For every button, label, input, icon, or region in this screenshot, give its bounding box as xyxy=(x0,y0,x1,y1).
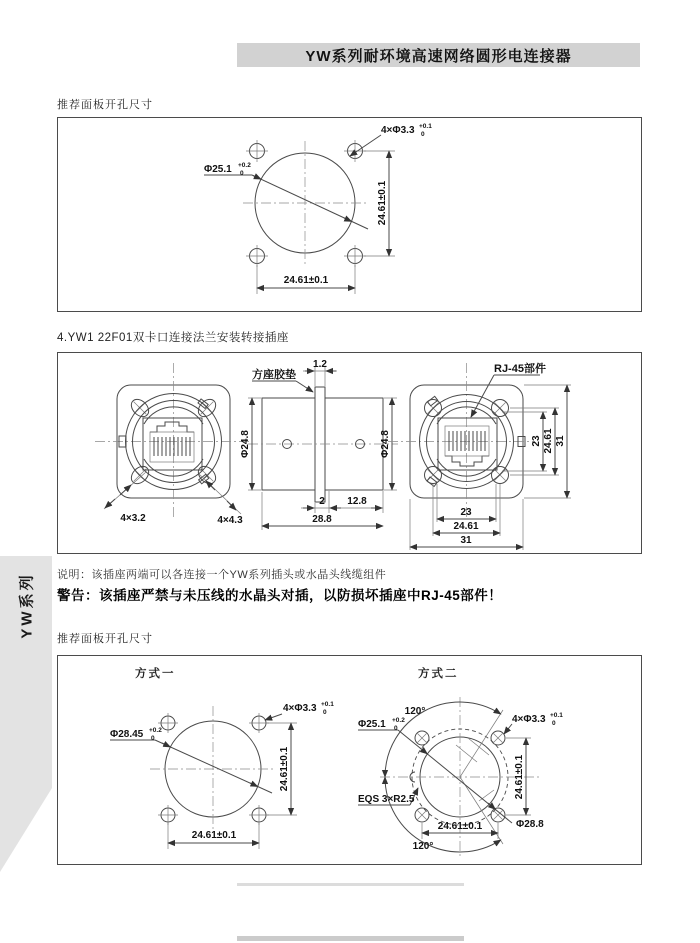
m2-holes-label: 4×Φ3.3 xyxy=(512,714,546,725)
gasket-thickness-label: 1.2 xyxy=(313,359,327,370)
m2-bore-tol-sup: +0.2 xyxy=(392,717,405,724)
m2-angle-top-label: 120° xyxy=(404,706,426,717)
m2-horizontal-dim: 24.61±0.1 xyxy=(437,821,483,832)
front-holes-small-label: 4×3.2 xyxy=(120,513,146,524)
sidebar-series-label: YW系列 xyxy=(18,572,36,639)
m1-bore-tol-sup: +0.2 xyxy=(149,727,162,734)
m1-bore-label: Φ28.45 xyxy=(110,729,144,740)
m2-bore-tol-sub: 0 xyxy=(394,725,398,732)
adapter-front-view xyxy=(95,363,252,526)
m2-holes-tol-sup: +0.1 xyxy=(550,712,563,719)
horizontal-dim-label: 24.61±0.1 xyxy=(283,275,329,286)
holes-tol-sup: +0.1 xyxy=(419,123,432,130)
section4-title: 4.YW1 22F01双卡口连接法兰安装转接插座 xyxy=(57,332,289,344)
bore-dim-label: Φ25.1 xyxy=(204,164,232,175)
gasket-label: 方座胶垫 xyxy=(252,369,296,381)
rear-v-inner-label: 23 xyxy=(531,435,542,447)
m2-eqs-label: EQS 3×R2.5 xyxy=(358,794,415,805)
method1-label: 方式一 xyxy=(135,668,176,680)
mounting-holes xyxy=(246,140,366,267)
adapter-rear-view xyxy=(388,361,571,550)
holes-dim-label: 4×Φ3.3 xyxy=(381,125,415,136)
rear-h-inner-label: 23 xyxy=(460,507,472,518)
rj45-jack-rear xyxy=(438,418,497,470)
m1-holes-label: 4×Φ3.3 xyxy=(283,703,317,714)
rj45-jack-front xyxy=(143,418,202,470)
rear-v-mid-label: 24.61 xyxy=(543,428,554,454)
m1-holes-tol-sup: +0.1 xyxy=(321,701,334,708)
m1-horizontal-dim: 24.61±0.1 xyxy=(191,830,237,841)
rear-v-outer-label: 31 xyxy=(555,435,566,447)
side-step-dim-label: 2 xyxy=(319,496,325,507)
m1-bore-tol-sub: 0 xyxy=(151,735,155,742)
adapter-side-view xyxy=(240,359,398,530)
warning-text: 警告：该插座严禁与未压线的水晶头对插，以防损坏插座中RJ-45部件！ xyxy=(57,588,503,603)
rear-h-mid-label: 24.61 xyxy=(453,521,479,532)
m1-vertical-dim: 24.61±0.1 xyxy=(279,746,290,792)
front-holes-large-label: 4×4.3 xyxy=(217,515,243,526)
method2-drawing xyxy=(358,697,563,857)
rear-h-outer-label: 31 xyxy=(460,535,472,546)
m2-bore-label: Φ25.1 xyxy=(358,719,386,730)
note-text: 说明：该插座两端可以各连接一个YW系列插头或水晶头线缆组件 xyxy=(57,569,387,581)
m2-vertical-dim: 24.61±0.1 xyxy=(514,754,525,800)
gasket xyxy=(315,387,325,502)
rj45-part-label: RJ-45部件 xyxy=(494,363,546,375)
side-body-dim-label: 12.8 xyxy=(347,496,367,507)
side-dia-right-label: Φ24.8 xyxy=(380,430,391,458)
method1-drawing xyxy=(110,701,334,849)
panel-cutout-drawing-1 xyxy=(204,123,432,294)
side-dia-left-label: Φ24.8 xyxy=(240,430,251,458)
bore-tol-sup: +0.2 xyxy=(238,162,251,169)
m2-dashed-dia-label: Φ28.8 xyxy=(516,819,544,830)
m1-holes-tol-sub: 0 xyxy=(323,709,327,716)
side-total-dim-label: 28.8 xyxy=(312,514,332,525)
bore-tol-sub: 0 xyxy=(240,170,244,177)
vertical-dim-label: 24.61±0.1 xyxy=(377,180,388,226)
key-tab-bottomleft xyxy=(427,477,437,486)
page-title: YW系列耐环境高速网络圆形电连接器 xyxy=(305,47,572,65)
m2-holes-tol-sub: 0 xyxy=(552,720,556,727)
holes-tol-sub: 0 xyxy=(421,131,425,138)
m2-angle-bottom-label: 120° xyxy=(412,841,434,852)
panel-cutout-label-bottom: 推荐面板开孔尺寸 xyxy=(57,633,153,645)
method2-label: 方式二 xyxy=(418,668,459,680)
panel-cutout-label-top: 推荐面板开孔尺寸 xyxy=(57,99,153,111)
